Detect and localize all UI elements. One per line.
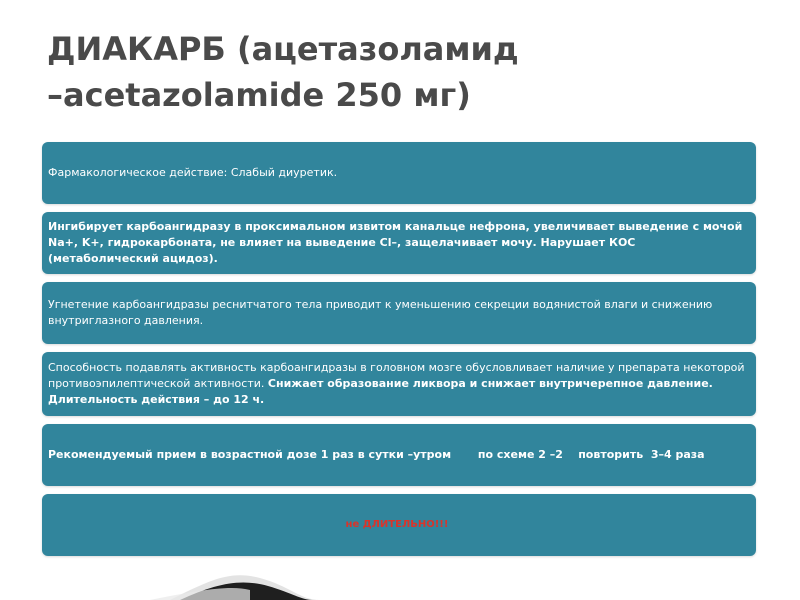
info-box-text: Угнетение карбоангидразы реснитчатого тела приводит к уменьшению секреции водянистой влаги и снижению внутриглазного давления. <box>48 298 713 327</box>
slide-title-line-1: ДИАКАРБ (ацетазоламид <box>47 30 519 68</box>
info-box-text: Ингибирует карбоангидразу в проксимальном извитом канальце нефрона, увеличивает выведение с мочой Na+, K+, гидрокарбоната, не влияет на выведение Cl–, защелачивает мочу. Нарушает КОС (метаболический ацидоз). <box>48 220 743 265</box>
info-box-mechanism <box>42 212 756 274</box>
info-box-cns-effects <box>42 352 756 416</box>
info-box-text-bold: Снижает образование ликвора и снижает внутричерепное давление. Длительность действия – до 12 ч. <box>48 377 713 406</box>
slide-title-line-2: –acetazolamide 250 мг) <box>47 76 471 114</box>
slide-title <box>47 26 767 118</box>
info-box-dosage <box>42 424 756 486</box>
info-box-pharmacological-action <box>42 142 756 204</box>
info-box-text: Фармакологическое действие: Слабый диуретик. <box>48 166 338 179</box>
info-box-text: Рекомендуемый прием в возрастной дозе 1 раз в сутки –утром по схеме 2 –2 повторить 3–4 раза <box>48 448 705 461</box>
info-box-text-normal: Способность подавлять активность карбоангидразы в головном мозге обусловливает наличие у препарата некоторой противоэпилептической активности. <box>48 361 745 390</box>
warning-text: не ДЛИТЕЛЬНО!!! <box>345 519 449 530</box>
info-box-intraocular-pressure <box>42 282 756 344</box>
decorative-wave <box>0 540 800 600</box>
info-box-text <box>48 360 746 408</box>
